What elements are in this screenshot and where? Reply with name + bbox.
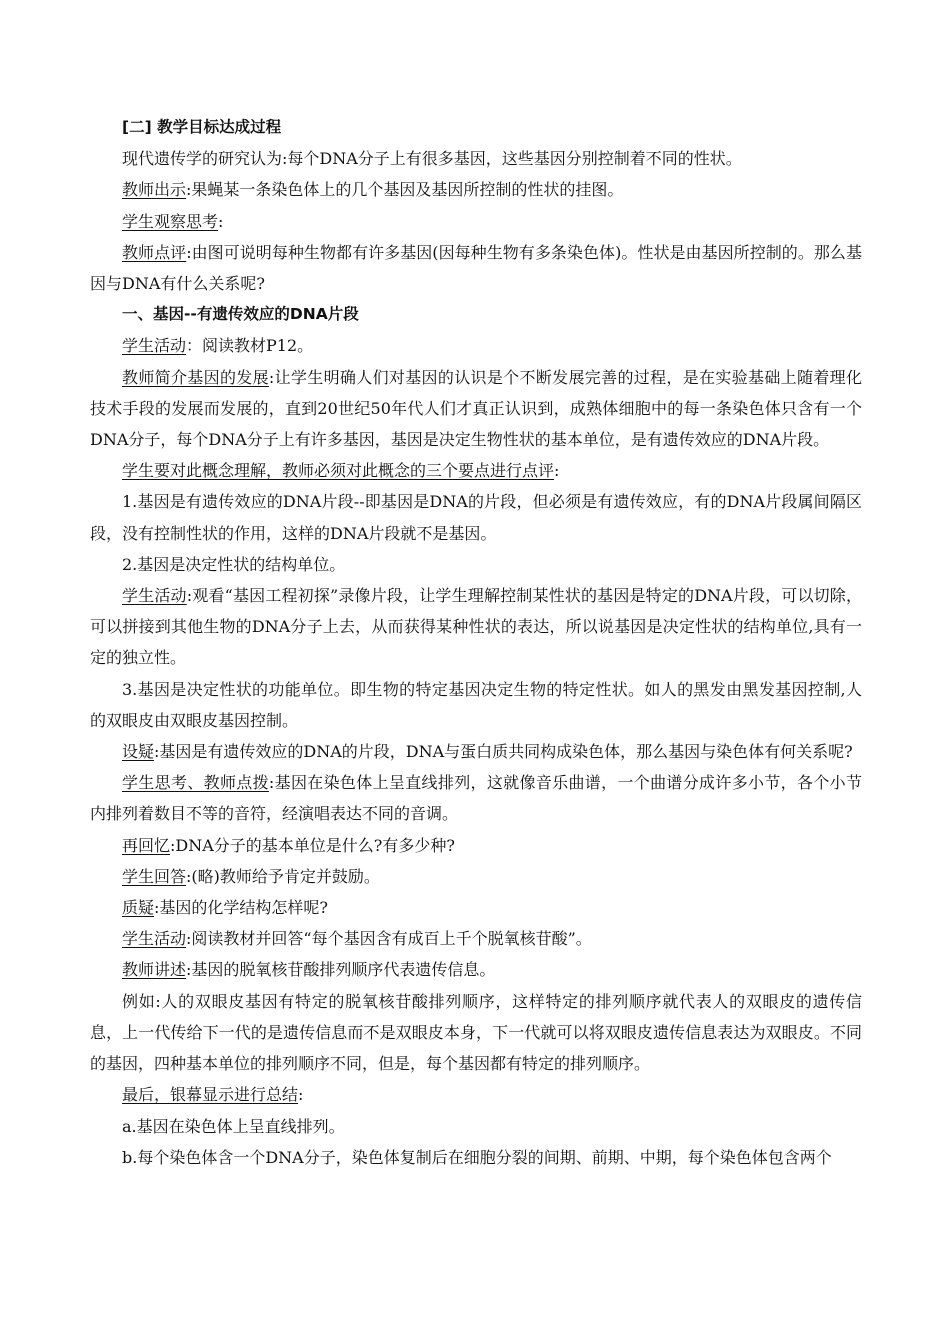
paragraph-lead: 再回忆 [122, 835, 171, 855]
paragraph-lead: 质疑 [122, 898, 155, 918]
paragraph: 学生活动：阅读教材P12。 [122, 336, 314, 356]
paragraph: 最后，银幕显示进行总结: [122, 1085, 304, 1105]
paragraph-lead: 教师简介基因的发展 [122, 367, 269, 387]
paragraph: 学生要对此概念理解，教师必须对此概念的三个要点进行点评: [122, 461, 560, 481]
document-body [90, 112, 862, 1173]
paragraph: 学生思考、教师点拨:基因在染色体上呈直线排列，这就像音乐曲谱，一个曲谱分成许多小节，各个小节内排列着数目不等的音符，经演唱表达不同的音调。 [90, 773, 862, 824]
paragraph-lead: 教师出示 [122, 180, 187, 200]
paragraph: 学生活动:阅读教材并回答“每个基因含有成百上千个脱氧核苷酸”。 [122, 929, 592, 949]
paragraph: 学生观察思考: [122, 211, 224, 231]
paragraph: 例如:人的双眼皮基因有特定的脱氧核苷酸排列顺序，这样特定的排列顺序就代表人的双眼皮的遗传信息，上一代传给下一代的是遗传信息而不是双眼皮本身，下一代就可以将双眼皮遗传信息表达为双眼皮。不同的基因，四种基本单位的排列顺序不同，但是，每个基因都有特定的排列顺序。 [90, 991, 862, 1074]
paragraph: a.基因在染色体上呈直线排列。 [122, 1116, 345, 1136]
paragraph: 3.基因是决定性状的功能单位。即生物的特定基因决定生物的特定性状。如人的黑发由黑发基因控制,人的双眼皮由双眼皮基因控制。 [90, 679, 862, 730]
paragraph-lead: 最后，银幕显示进行总结 [122, 1085, 299, 1105]
paragraph-lead: 学生思考、教师点拨 [122, 773, 269, 793]
paragraph: 质疑:基因的化学结构怎样呢? [122, 898, 328, 918]
paragraph: b.每个染色体含一个DNA分子，染色体复制后在细胞分裂的间期、前期、中期，每个染色体包含两个 [122, 1147, 832, 1167]
paragraph: 教师点评:由图可说明每种生物都有许多基因(因每种生物有多条染色体)。性状是由基因所控制的。那么基因与DNA有什么关系呢? [90, 242, 862, 294]
paragraph-lead: 学生回答 [122, 866, 187, 886]
paragraph: 教师出示:果蝇某一条染色体上的几个基因及基因所控制的性状的挂图。 [122, 180, 624, 200]
paragraph: 学生回答:(略)教师给予肯定并鼓励。 [122, 866, 380, 886]
paragraph: 教师简介基因的发展:让学生明确人们对基因的认识是个不断发展完善的过程，是在实验基础上随着理化技术手段的发展而发展的，直到20世纪50年代人们才真正认识到，成熟体细胞中的每一条染色体只含有一个DNA分子，每个DNA分子上有许多基因，基因是决定生物性状的基本单位，是有遗传效应的DNA片段。 [90, 367, 862, 450]
paragraph: 现代遗传学的研究认为:每个DNA分子上有很多基因，这些基因分别控制着不同的性状。 [122, 149, 742, 169]
section-heading: [二] 教学目标达成过程 [122, 118, 282, 136]
sub-heading: 一、基因--有遗传效应的DNA片段 [122, 305, 359, 324]
paragraph-lead: 学生要对此概念理解，教师必须对此概念的三个要点进行点评 [122, 461, 555, 481]
paragraph-lead: 教师点评 [122, 242, 187, 262]
paragraph: 教师讲述:基因的脱氧核苷酸排列顺序代表遗传信息。 [122, 960, 496, 980]
paragraph: 再回忆:DNA分子的基本单位是什么?有多少种? [122, 835, 455, 855]
paragraph-lead: 学生观察思考 [122, 211, 219, 231]
paragraph: 1.基因是有遗传效应的DNA片段--即基因是DNA的片段，但必须是有遗传效应，有的DNA片段属间隔区段，没有控制性状的作用，这样的DNA片段就不是基因。 [90, 492, 862, 543]
paragraph-lead: 学生活动 [122, 336, 187, 356]
paragraph: 学生活动:观看“基因工程初探”录像片段，让学生理解控制某性状的基因是特定的DNA片段，可以切除，可以拼接到其他生物的DNA分子上去，从而获得某种性状的表达，所以说基因是决定性状的结构单位,具有一定的独立性。 [90, 586, 862, 668]
paragraph-lead: 学生活动 [122, 929, 187, 949]
paragraph: 2.基因是决定性状的结构单位。 [122, 554, 346, 574]
paragraph-lead: 教师讲述 [122, 960, 187, 980]
paragraph-lead: 设疑 [122, 742, 155, 762]
paragraph-lead: 学生活动 [122, 586, 187, 606]
paragraph: 设疑:基因是有遗传效应的DNA的片段，DNA与蛋白质共同构成染色体，那么基因与染色体有何关系呢? [122, 742, 853, 762]
